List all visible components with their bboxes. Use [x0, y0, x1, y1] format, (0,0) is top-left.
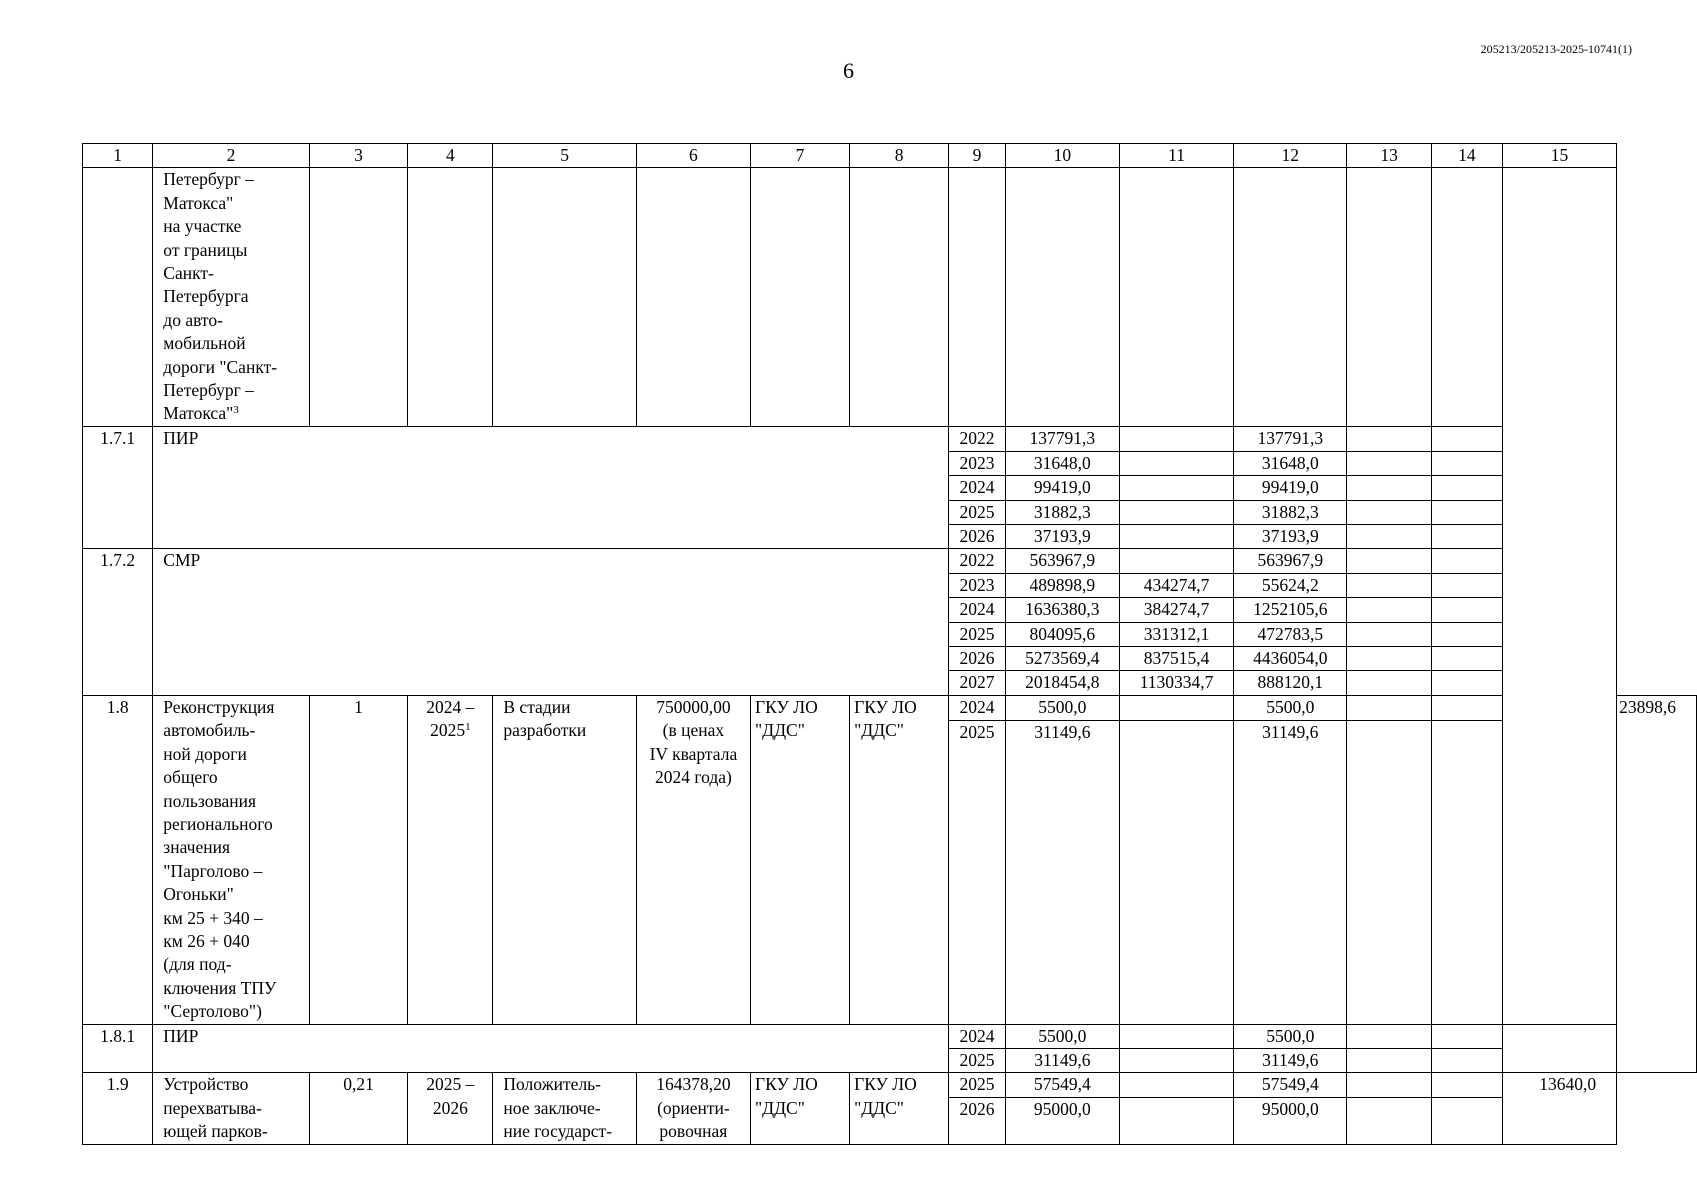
year-cell: 2026: [949, 525, 1006, 549]
name-line: на участке: [163, 216, 242, 237]
empty-cell: [408, 168, 493, 427]
footnote-mark: 1: [465, 721, 471, 734]
row-number-cell: 1.7.2: [83, 549, 153, 695]
column-number: 15: [1502, 144, 1616, 168]
column-number: 14: [1431, 144, 1502, 168]
cost-line: (ориенти-: [657, 1097, 730, 1118]
empty-cell: [1347, 168, 1432, 427]
empty-cell: [1347, 1073, 1432, 1098]
column-number: 5: [493, 144, 636, 168]
name-line: Петербург –: [163, 380, 254, 401]
column-number: 11: [1119, 144, 1233, 168]
empty-cell: [1431, 573, 1502, 597]
name-line: км 25 + 340 –: [163, 907, 263, 928]
total-cell: 5500,0: [1005, 1024, 1119, 1048]
federal-cell: [1119, 451, 1233, 475]
row-number-cell: 1.8: [83, 695, 153, 1024]
year-cell: 2025: [949, 500, 1006, 524]
total-cell: 2018454,8: [1005, 671, 1119, 695]
column-number: 10: [1005, 144, 1119, 168]
column-number: 1: [83, 144, 153, 168]
developer-cell: [850, 695, 949, 1024]
federal-cell: [1119, 427, 1233, 451]
status-line: В стадии: [503, 696, 571, 717]
year-cell: 2025: [949, 622, 1006, 646]
name-line: Огоньки": [163, 884, 234, 905]
empty-cell: [1431, 549, 1502, 573]
row-number-cell: [83, 168, 153, 427]
period-cell: [408, 1073, 493, 1144]
developer-line: "ДДС": [854, 1097, 904, 1118]
regional-cell: 472783,5: [1234, 622, 1347, 646]
period-line: [410, 719, 490, 742]
name-line: общего: [163, 767, 218, 788]
empty-cell: [1347, 573, 1432, 597]
name-line: от границы: [163, 239, 248, 260]
cost-line: ровочная: [659, 1121, 728, 1142]
period-cell: [408, 695, 493, 1024]
federal-cell: [1119, 549, 1233, 573]
year-cell: 2022: [949, 549, 1006, 573]
total-cell: 57549,4: [1005, 1073, 1119, 1098]
cost-line: IV квартала: [649, 743, 738, 764]
column-number: 6: [636, 144, 750, 168]
empty-cell: [1347, 451, 1432, 475]
regional-cell: 31882,3: [1234, 500, 1347, 524]
name-line: перехватыва-: [163, 1097, 262, 1118]
row-number-cell: 1.8.1: [83, 1024, 153, 1073]
regional-cell: 137791,3: [1234, 427, 1347, 451]
status-line: разработки: [503, 720, 587, 741]
empty-cell: [636, 168, 750, 427]
table-row-1-7-continued: [83, 168, 1697, 427]
table-row-1-8-1: [83, 1024, 1697, 1048]
federal-cell: [1119, 476, 1233, 500]
empty-cell: [309, 168, 408, 427]
period-line: 2024 –: [426, 696, 475, 717]
name-line: регионального: [163, 813, 273, 834]
column-number: 9: [949, 144, 1006, 168]
name-line: "Парголово –: [163, 860, 263, 881]
empty-cell: [1347, 720, 1432, 1024]
empty-cell: [1431, 695, 1502, 720]
total-cell: 99419,0: [1005, 476, 1119, 500]
column-number: 13: [1347, 144, 1432, 168]
year-cell: 2026: [949, 647, 1006, 671]
cost-cell: [636, 1073, 750, 1144]
name-line: "Сертолово"): [163, 1001, 262, 1022]
empty-cell: [1347, 525, 1432, 549]
total-cell: 31648,0: [1005, 451, 1119, 475]
empty-cell: [1431, 525, 1502, 549]
column-number: 4: [408, 144, 493, 168]
name-line: км 26 + 040: [163, 930, 250, 951]
column-number-row: [83, 144, 1697, 168]
name-line: Санкт-: [163, 263, 214, 284]
empty-cell: [1431, 598, 1502, 622]
empty-cell: [1347, 1048, 1432, 1072]
total-cell: 1636380,3: [1005, 598, 1119, 622]
name-line: значения: [163, 837, 230, 858]
cost-line: 2024 года): [654, 767, 732, 788]
federal-cell: [1119, 500, 1233, 524]
year-cell: 2026: [949, 1098, 1006, 1145]
customer-cell: [751, 1073, 850, 1144]
empty-cell: [1347, 671, 1432, 695]
federal-cell: 1130334,7: [1119, 671, 1233, 695]
federal-cell: [1119, 1024, 1233, 1048]
name-line: ной дороги: [163, 743, 247, 764]
empty-cell: [751, 168, 850, 427]
regional-cell: 888120,1: [1234, 671, 1347, 695]
regional-cell: 1252105,6: [1234, 598, 1347, 622]
empty-cell: [850, 168, 949, 427]
footnote-mark: 3: [233, 404, 239, 417]
total-cell: 5273569,4: [1005, 647, 1119, 671]
regional-cell: 37193,9: [1234, 525, 1347, 549]
year-cell: 2022: [949, 427, 1006, 451]
empty-cell: [1431, 451, 1502, 475]
federal-cell: 837515,4: [1119, 647, 1233, 671]
year-cell: 2024: [949, 695, 1006, 720]
total-cell: 31882,3: [1005, 500, 1119, 524]
empty-cell: [1347, 1024, 1432, 1048]
column-number: 2: [153, 144, 309, 168]
federal-cell: [1119, 720, 1233, 1024]
year-cell: 2025: [949, 720, 1006, 1024]
year-cell: 2025: [949, 1073, 1006, 1098]
column-number: 3: [309, 144, 408, 168]
year-cell: 2023: [949, 451, 1006, 475]
regional-cell: 31648,0: [1234, 451, 1347, 475]
object-name-cell: [153, 695, 309, 1024]
column-15-cell: [1502, 168, 1616, 1024]
empty-cell: [1431, 1073, 1502, 1098]
cost-line: 164378,20: [656, 1074, 731, 1095]
empty-cell: [1431, 720, 1502, 1024]
developer-line: ГКУ ЛО: [854, 696, 917, 717]
empty-cell: [1431, 500, 1502, 524]
column-number: 7: [751, 144, 850, 168]
total-cell: 489898,9: [1005, 573, 1119, 597]
row-number-cell: 1.7.1: [83, 427, 153, 549]
regional-cell: 55624,2: [1234, 573, 1347, 597]
regional-cell: 563967,9: [1234, 549, 1347, 573]
name-line: Петербурга: [163, 286, 249, 307]
status-line: ное заключе-: [503, 1097, 601, 1118]
regional-cell: 31149,6: [1234, 720, 1347, 1024]
row-number-cell: 1.9: [83, 1073, 153, 1144]
customer-line: ГКУ ЛО: [755, 1074, 818, 1095]
stage-label-cell: ПИР: [153, 1024, 949, 1073]
customer-line: "ДДС": [755, 720, 805, 741]
column-15-value: 23898,6: [1617, 695, 1697, 1073]
empty-cell: [1431, 168, 1502, 427]
object-name-cell: [153, 1073, 309, 1144]
empty-cell: [1347, 500, 1432, 524]
regional-cell: 99419,0: [1234, 476, 1347, 500]
name-line: дороги "Санкт-: [163, 356, 278, 377]
empty-cell: [1234, 168, 1347, 427]
empty-cell: [949, 168, 1006, 427]
column-number: 12: [1234, 144, 1347, 168]
stage-label-cell: ПИР: [153, 427, 949, 549]
period-line: 2026: [432, 1097, 468, 1118]
status-cell: [493, 1073, 636, 1144]
name-line: ключения ТПУ: [163, 977, 277, 998]
year-cell: 2024: [949, 476, 1006, 500]
name-line: до авто-: [163, 309, 223, 330]
empty-cell: [1431, 1024, 1502, 1048]
name-line: Реконструкция: [163, 696, 275, 717]
year-cell: 2023: [949, 573, 1006, 597]
empty-cell: [1431, 671, 1502, 695]
page-number: 6: [843, 58, 854, 83]
name-line: (для под-: [163, 954, 232, 975]
federal-cell: [1119, 695, 1233, 720]
customer-line: ГКУ ЛО: [755, 696, 818, 717]
empty-cell: [1347, 598, 1432, 622]
table-row-1-7-1: [83, 427, 1697, 451]
empty-cell: [1431, 427, 1502, 451]
name-line: мобильной: [163, 333, 246, 354]
empty-cell: [1347, 622, 1432, 646]
empty-cell: [1347, 427, 1432, 451]
year-cell: 2027: [949, 671, 1006, 695]
cost-cell: [636, 695, 750, 1024]
document-id: 205213/205213-2025-10741(1): [1480, 42, 1632, 56]
total-cell: 137791,3: [1005, 427, 1119, 451]
federal-cell: [1119, 1048, 1233, 1072]
year-cell: 2024: [949, 1024, 1006, 1048]
table-row-1-7-2: [83, 549, 1697, 573]
federal-cell: 434274,7: [1119, 573, 1233, 597]
customer-cell: [751, 695, 850, 1024]
empty-cell: [1119, 168, 1233, 427]
federal-cell: [1119, 525, 1233, 549]
name-line: Матокса": [163, 192, 234, 213]
total-cell: 31149,6: [1005, 720, 1119, 1024]
developer-line: ГКУ ЛО: [854, 1074, 917, 1095]
capacity-cell: 0,21: [309, 1073, 408, 1144]
table-row-1-8: [83, 695, 1697, 720]
total-cell: 5500,0: [1005, 695, 1119, 720]
developer-cell: [850, 1073, 949, 1144]
empty-cell: [1005, 168, 1119, 427]
status-line: ние государст-: [503, 1121, 613, 1142]
capacity-cell: 1: [309, 695, 408, 1024]
empty-cell: [1431, 622, 1502, 646]
customer-line: "ДДС": [755, 1097, 805, 1118]
federal-cell: [1119, 1073, 1233, 1098]
table-row-1-9: [83, 1073, 1697, 1098]
name-line: [163, 402, 298, 425]
year-cell: 2025: [949, 1048, 1006, 1072]
federal-cell: [1119, 1098, 1233, 1145]
empty-cell: [1431, 1098, 1502, 1145]
column-number: 8: [850, 144, 949, 168]
investment-table: [82, 143, 1697, 1145]
name-line: Устройство: [163, 1074, 249, 1095]
name-line: ющей парков-: [163, 1121, 268, 1142]
year-cell: 2024: [949, 598, 1006, 622]
empty-cell: [1347, 476, 1432, 500]
name-line: пользования: [163, 790, 257, 811]
empty-cell: [1431, 1048, 1502, 1072]
empty-cell: [1347, 549, 1432, 573]
period-line: 2025 –: [426, 1074, 475, 1095]
total-cell: 563967,9: [1005, 549, 1119, 573]
cost-line: (в ценах: [662, 720, 725, 741]
name-line: автомобиль-: [163, 720, 256, 741]
developer-line: "ДДС": [854, 720, 904, 741]
total-cell: 804095,6: [1005, 622, 1119, 646]
empty-cell: [1347, 695, 1432, 720]
cost-line: 750000,00: [656, 696, 731, 717]
regional-cell: 5500,0: [1234, 1024, 1347, 1048]
empty-cell: [1431, 647, 1502, 671]
empty-cell: [1431, 476, 1502, 500]
empty-cell: [1347, 1098, 1432, 1145]
regional-cell: 5500,0: [1234, 695, 1347, 720]
name-line: Петербург –: [163, 169, 254, 190]
name-line-text: Матокса": [163, 403, 234, 424]
total-cell: 37193,9: [1005, 525, 1119, 549]
object-name-cell: [153, 168, 309, 427]
total-cell: 95000,0: [1005, 1098, 1119, 1145]
federal-cell: 384274,7: [1119, 598, 1233, 622]
total-cell: 31149,6: [1005, 1048, 1119, 1072]
column-15-value: 13640,0: [1502, 1073, 1616, 1144]
status-cell: [493, 695, 636, 1024]
empty-cell: [1347, 647, 1432, 671]
regional-cell: 4436054,0: [1234, 647, 1347, 671]
period-text: 2025: [430, 720, 466, 741]
regional-cell: 57549,4: [1234, 1073, 1347, 1098]
stage-label-cell: СМР: [153, 549, 949, 695]
status-line: Положитель-: [503, 1074, 601, 1095]
empty-cell: [493, 168, 636, 427]
federal-cell: 331312,1: [1119, 622, 1233, 646]
regional-cell: 31149,6: [1234, 1048, 1347, 1072]
regional-cell: 95000,0: [1234, 1098, 1347, 1145]
